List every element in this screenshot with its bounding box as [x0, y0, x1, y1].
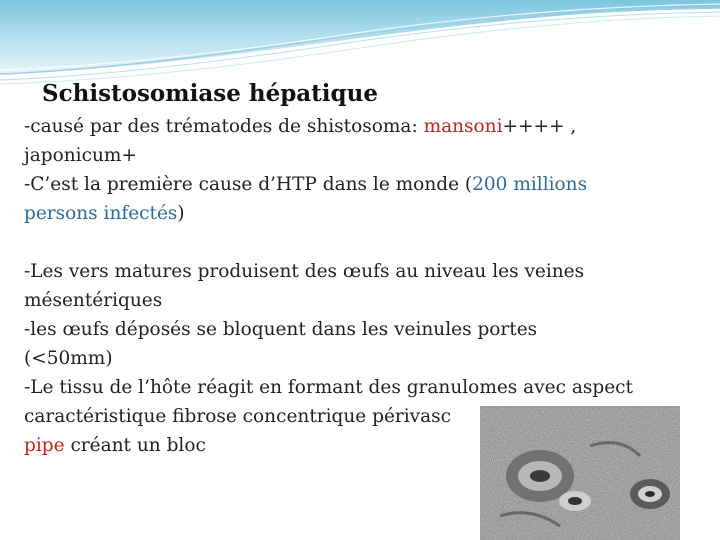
highlight-count: 200 millions: [472, 174, 588, 195]
line-text: ): [177, 203, 185, 224]
body-line: [24, 373, 704, 402]
body-line: [24, 112, 704, 141]
line-text: créant un bloc: [64, 435, 206, 456]
line-text: -Le tissu de l’hôte réagit en formant des granulomes avec aspect: [24, 377, 633, 398]
spacer: [24, 228, 704, 257]
line-text: -Les vers matures produisent des œufs au niveau les veines: [24, 261, 585, 282]
line-text: -causé par des trématodes de shistosoma:: [24, 116, 424, 137]
body-line: [24, 286, 704, 315]
highlight-mansoni: mansoni: [423, 116, 503, 137]
line-text: japonicum+: [24, 145, 137, 166]
body-line: [24, 199, 704, 228]
line-text: ++++ ,: [502, 116, 577, 137]
line-text: -les œufs déposés se bloquent dans les veinules portes: [24, 319, 538, 340]
line-text: caractéristique fibrose concentrique périvasc: [24, 406, 451, 427]
header-wave-decoration: [0, 0, 720, 90]
highlight-pipe: pipe: [24, 435, 65, 456]
slide-title: Schistosomiase hépatique: [42, 80, 378, 107]
body-line: [24, 170, 704, 199]
body-line: [24, 141, 704, 170]
body-line: [24, 344, 704, 373]
histology-image: [480, 406, 680, 540]
line-text: (<50mm): [24, 348, 113, 369]
body-line: [24, 257, 704, 286]
line-text: mésentériques: [24, 290, 163, 311]
highlight-infected: persons infectés: [24, 203, 178, 224]
line-text: -C’est la première cause d’HTP dans le monde (: [24, 174, 473, 195]
body-line: [24, 315, 704, 344]
